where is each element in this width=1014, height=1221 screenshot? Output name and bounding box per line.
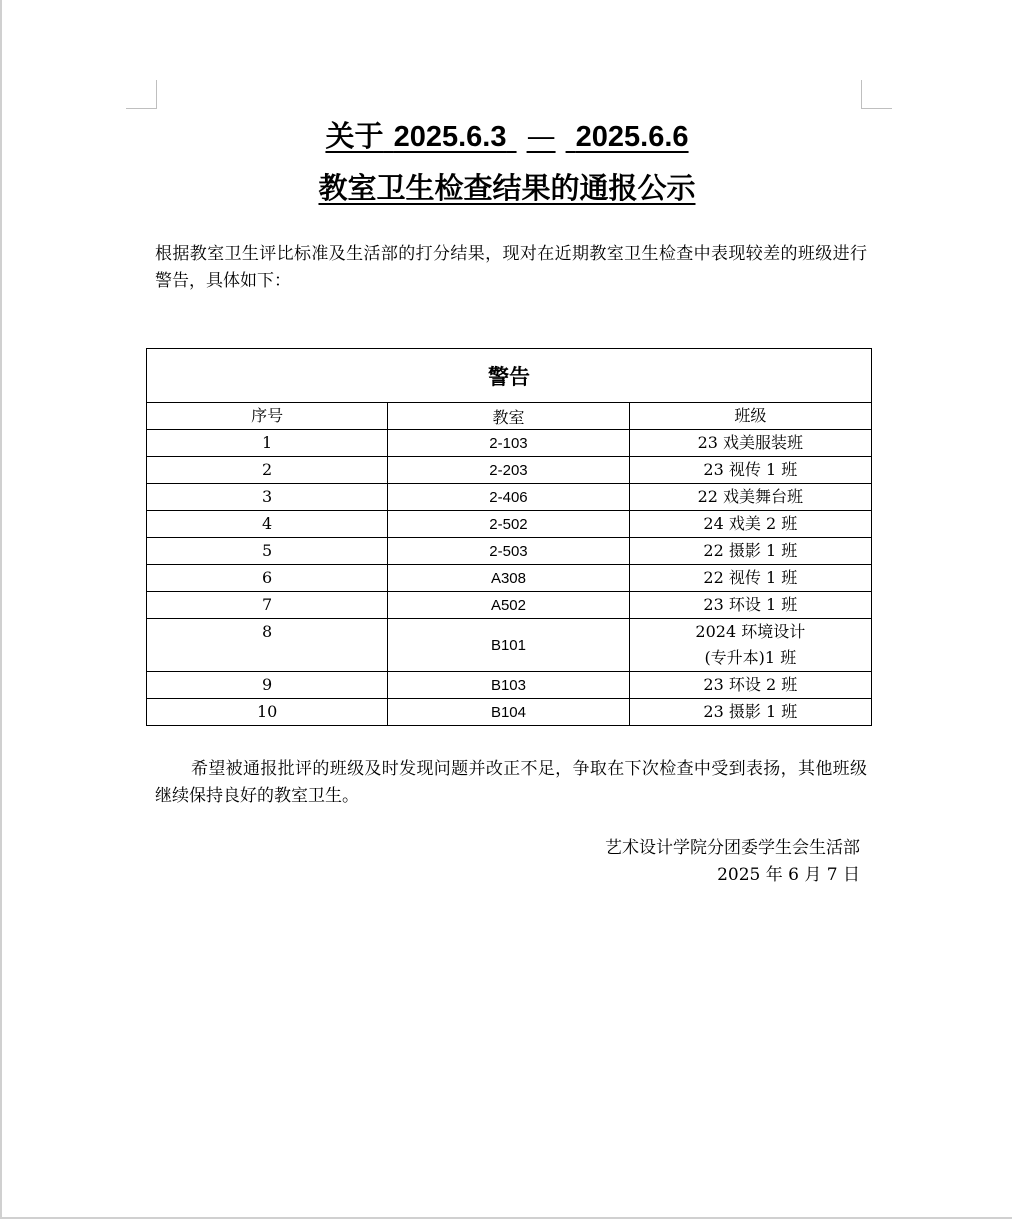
row-number: 9 — [147, 672, 388, 699]
row-number: 10 — [147, 699, 388, 726]
document-title-line-1 — [0, 116, 1014, 157]
signature-date: 2025 年 6 月 7 日 — [717, 865, 860, 885]
margin-corner-mark-left — [126, 80, 157, 109]
row-class: 23 戏美服装班 — [629, 430, 871, 457]
row-class: 24 戏美 2 班 — [629, 511, 871, 538]
table-row — [147, 511, 872, 538]
table-row — [147, 699, 872, 726]
row-class-line-2: (专升本)1 班 — [704, 648, 797, 667]
row-number: 1 — [147, 430, 388, 457]
title-separator: — — [526, 119, 556, 153]
row-class-line-1: 2024 环境设计 — [695, 622, 806, 641]
header-class: 班级 — [629, 403, 871, 430]
intro-paragraph: 根据教室卫生评比标准及生活部的打分结果，现对在近期教室卫生检查中表现较差的班级进行警告，具体如下： — [155, 244, 867, 291]
row-classroom: 2-502 — [388, 511, 629, 538]
row-number: 8 — [147, 619, 388, 672]
row-class: 23 视传 1 班 — [629, 457, 871, 484]
title-prefix: 关于 — [325, 119, 384, 153]
header-classroom: 教室 — [388, 403, 629, 430]
closing-paragraph: 希望被通报批评的班级及时发现问题并改正不足，争取在下次检查中受到表扬，其他班级继续保持良好的教室卫生。 — [155, 759, 867, 806]
row-number: 7 — [147, 592, 388, 619]
row-class: 23 环设 2 班 — [629, 672, 871, 699]
title-start-date: 2025.6.3 — [393, 121, 507, 153]
row-number: 2 — [147, 457, 388, 484]
row-classroom: 2-203 — [388, 457, 629, 484]
table-row — [147, 430, 872, 457]
row-classroom: 2-103 — [388, 430, 629, 457]
table-row — [147, 672, 872, 699]
table-row — [147, 457, 872, 484]
title-end-date: 2025.6.6 — [575, 121, 689, 153]
row-class — [629, 619, 871, 672]
row-classroom: B103 — [388, 672, 629, 699]
header-number: 序号 — [147, 403, 388, 430]
row-class: 22 戏美舞台班 — [629, 484, 871, 511]
warning-table — [146, 348, 872, 726]
row-number: 3 — [147, 484, 388, 511]
table-header-row — [147, 403, 872, 430]
document-title-line-2 — [0, 168, 1014, 208]
title-subject: 教室卫生检查结果的通报公示 — [318, 171, 696, 205]
row-number: 6 — [147, 565, 388, 592]
table-row — [147, 565, 872, 592]
table-caption: 警告 — [147, 349, 872, 403]
row-class: 22 摄影 1 班 — [629, 538, 871, 565]
table-row — [147, 619, 872, 672]
table-row — [147, 538, 872, 565]
row-class: 23 环设 1 班 — [629, 592, 871, 619]
row-classroom: A502 — [388, 592, 629, 619]
row-classroom: B101 — [388, 619, 629, 672]
row-number: 5 — [147, 538, 388, 565]
table-row — [147, 484, 872, 511]
row-number: 4 — [147, 511, 388, 538]
signature-organization: 艺术设计学院分团委学生会生活部 — [605, 838, 860, 858]
row-class: 22 视传 1 班 — [629, 565, 871, 592]
row-classroom: 2-503 — [388, 538, 629, 565]
row-classroom: B104 — [388, 699, 629, 726]
margin-corner-mark-right — [861, 80, 892, 109]
table-row — [147, 592, 872, 619]
row-class: 23 摄影 1 班 — [629, 699, 871, 726]
row-classroom: 2-406 — [388, 484, 629, 511]
row-classroom: A308 — [388, 565, 629, 592]
